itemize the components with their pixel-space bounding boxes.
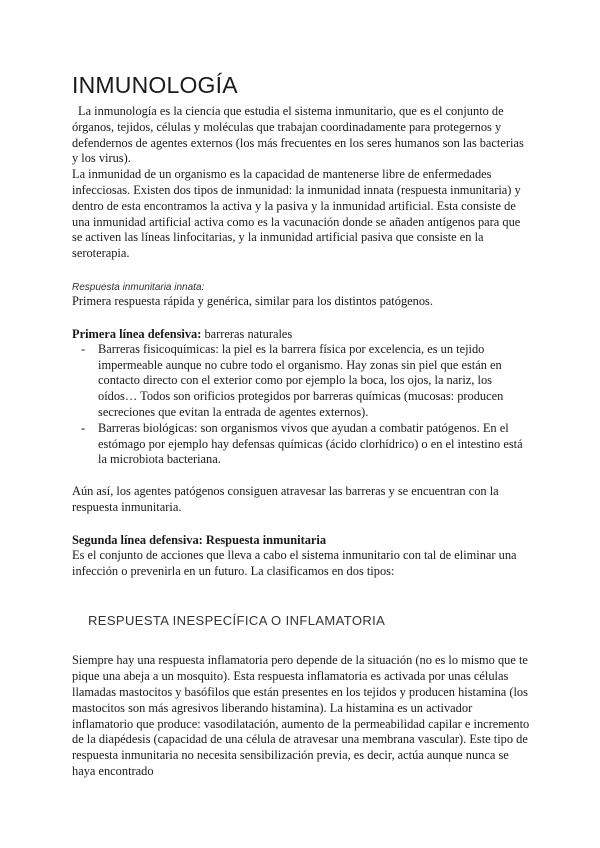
list-item — [81, 341, 532, 421]
second-line-text: Es el conjunto de acciones que lleva a cabo el sistema inmunitario con tal de eliminar una infección o prevenirla en un futuro. La clasificamos en dos tipos: — [72, 547, 517, 578]
second-line-heading: Segunda línea defensiva: Respuesta inmunitaria — [72, 532, 327, 547]
nonspecific-response-heading: RESPUESTA INESPECÍFICA O INFLAMATORIA — [88, 613, 386, 629]
document-page — [72, 70, 532, 780]
first-line-heading — [72, 326, 532, 342]
first-line-heading-bold: Primera línea defensiva: — [72, 326, 202, 341]
dash-bullet: - — [81, 420, 86, 435]
first-line-after-text: Aún así, los agentes patógenos consiguen atravesar las barreras y se encuentran con la respuesta inmunitaria. — [72, 484, 499, 514]
first-line-heading-rest: barreras naturales — [201, 326, 293, 341]
intro-paragraph-2: La inmunidad de un organismo es la capacidad de mantenerse libre de enfermedades infecciosas. Existen dos tipos de inmunidad: la inmunidad innata (respuesta inmunitaria) y dentro de esta encontramos la activa y la pasiva y la inmunidad artificial. Esta consiste de una inmunidad artificial activa como es la vacunación donde se añaden antígenos para que se activen las líneas linfocitarias, y la inmunidad artificial pasiva que consiste en la seroterapia. — [72, 167, 521, 261]
innate-response-label: Respuesta inmunitaria innata: — [72, 281, 205, 293]
barrier-list — [72, 342, 532, 468]
list-item — [81, 420, 532, 468]
innate-response-text: Primera respuesta rápida y genérica, similar para los distintos patógenos. — [72, 293, 433, 308]
page-title: INMUNOLOGÍA — [72, 72, 238, 98]
barrier-physicochemical-text: Barreras fisicoquímicas: la piel es la barrera física por excelencia, es un tejido impermeable aunque no cubre todo el organismo. Hay zonas sin piel que están en contacto directo con el exterior como por ejemplo la boca, los ojos, la nariz, los oídos… Todos son orificios protegidos por barreras químicas (mucosas: producen secreciones que evitan la entrada de agentes externos). — [98, 341, 504, 419]
intro-paragraph-1: La inmunología es la ciencia que estudia el sistema inmunitario, que es el conjunto de órganos, tejidos, células y moléculas que trabajan coordinadamente para protegernos y defendernos de agentes externos (los más frecuentes en los seres humanos son las bacterias y los virus). — [72, 104, 524, 166]
dash-bullet: - — [81, 341, 86, 356]
nonspecific-response-text: Siempre hay una respuesta inflamatoria pero depende de la situación (no es lo mismo que te pique una abeja a un mosquito). Esta respuesta inflamatoria es activada por unas células llamadas mastocitos y basófilos que están presentes en los tejidos y producen histamina (los mastocitos son más agresivos liberando histamina). La histamina es un activador inflamatorio que produce: vasodilatación, aumento de la permeabilidad capilar e incremento de la diapédesis (capacidad de una célula de atravesar una membrana vascular). Este tipo de respuesta inmunitaria no necesita sensibilización previa, es decir, actúa aunque nunca se haya encontrado — [72, 653, 530, 778]
barrier-biological-text: Barreras biológicas: son organismos vivos que ayudan a combatir patógenos. En el estómago por ejemplo hay defensas químicas (ácido clorhídrico) o en el intestino está la microbiota bacteriana. — [98, 420, 523, 467]
